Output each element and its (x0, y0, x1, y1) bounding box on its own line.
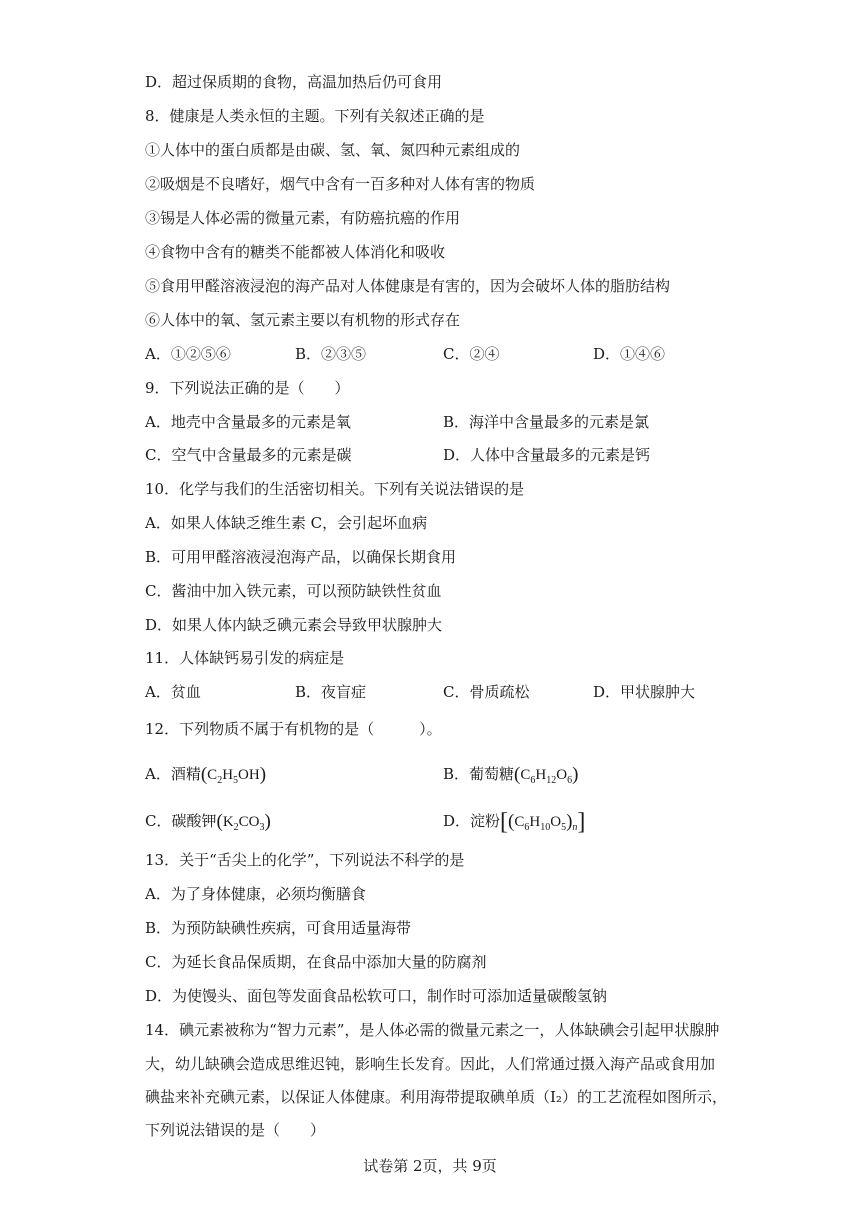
q9-option-c: C．空气中含量最多的元素是碳 (145, 446, 352, 464)
page-footer: 试卷第 2页，共 9页 (363, 1157, 497, 1175)
q8-option-c: C．②④ (443, 345, 500, 363)
q10-option-b: B．可用甲醛溶液浸泡海产品，以确保长期食用 (145, 548, 457, 566)
q12-option-d (443, 809, 586, 835)
q8-option-b: B．②③⑤ (295, 345, 367, 363)
q8-option-d: D．①④⑥ (593, 345, 666, 363)
q10-stem: 10．化学与我们的生活密切相关。下列有关说法错误的是 (145, 480, 525, 498)
q14-line-4: 下列说法错误的是（ ） (145, 1121, 326, 1139)
q12-option-b-label: B．葡萄糖 (443, 765, 515, 783)
q12-option-a-formula: $(C_2H_5OH)$ (200, 764, 267, 786)
q12-option-c-formula: $(K_2CO_3)$ (216, 811, 271, 833)
q10-option-c: C．酱油中加入铁元素，可以预防缺铁性贫血 (145, 582, 442, 600)
q13-option-c: C．为延长食品保质期，在食品中添加大量的防腐剂 (145, 953, 487, 971)
q7-option-d: D．超过保质期的食物，高温加热后仍可食用 (145, 73, 443, 91)
q11-option-a: A．贫血 (145, 683, 201, 701)
q12-option-d-label: D．淀粉 (443, 812, 501, 830)
q8-stem: 8．健康是人类永恒的主题。下列有关叙述正确的是 (145, 107, 485, 125)
q12-option-a (145, 764, 266, 785)
q10-option-d: D．如果人体内缺乏碘元素会导致甲状腺肿大 (145, 616, 443, 634)
q10-option-a: A．如果人体缺乏维生素 C，会引起坏血病 (145, 514, 428, 532)
q12-option-a-label: A．酒精 (145, 765, 201, 783)
q12-option-b-formula: $(C_6H_{12}O_6)$ (514, 764, 579, 786)
q8-statement-6: ⑥人体中的氧、氢元素主要以有机物的形式存在 (145, 311, 461, 329)
q9-option-b: B．海洋中含量最多的元素是氯 (443, 413, 650, 431)
q9-option-a: A．地壳中含量最多的元素是氧 (145, 413, 351, 431)
q13-option-a: A．为了身体健康，必须均衡膳食 (145, 885, 366, 903)
q12-option-b (443, 764, 578, 785)
q8-statement-1: ①人体中的蛋白质都是由碳、氢、氧、氮四种元素组成的 (145, 141, 521, 159)
q11-stem: 11．人体缺钙易引发的病症是 (145, 649, 345, 667)
q8-statement-5: ⑤食用甲醛溶液浸泡的海产品对人体健康是有害的，因为会破坏人体的脂肪结构 (145, 277, 671, 295)
q14-line-2: 大，幼儿缺碘会造成思维迟钝，影响生长发育。因此，人们常通过摄入海产品或食用加 (145, 1055, 716, 1073)
q9-option-d: D．人体中含量最多的元素是钙 (443, 446, 651, 464)
q9-stem: 9．下列说法正确的是（ ） (145, 379, 350, 397)
q11-option-c: C．骨质疏松 (443, 683, 530, 701)
q12-option-c (145, 811, 271, 832)
q8-statement-3: ③锡是人体必需的微量元素，有防癌抗癌的作用 (145, 209, 461, 227)
q8-statement-4: ④食物中含有的糖类不能都被人体消化和吸收 (145, 243, 446, 261)
q12-stem: 12．下列物质不属于有机物的是（ ）。 (145, 720, 442, 738)
q8-option-a: A．①②⑤⑥ (145, 345, 231, 363)
q13-option-b: B．为预防缺碘性疾病，可食用适量海带 (145, 919, 412, 937)
q11-option-b: B．夜盲症 (295, 683, 367, 701)
q8-statement-2: ②吸烟是不良嗜好，烟气中含有一百多种对人体有害的物质 (145, 175, 536, 193)
q13-stem: 13．关于“舌尖上的化学”，下列说法不科学的是 (145, 851, 465, 869)
q13-option-d: D．为使馒头、面包等发面食品松软可口，制作时可添加适量碳酸氢钠 (145, 987, 608, 1005)
q14-line-1: 14．碘元素被称为“智力元素”，是人体必需的微量元素之一，人体缺碘会引起甲状腺肿 (145, 1021, 720, 1039)
q11-option-d: D．甲状腺肿大 (593, 683, 696, 701)
q14-line-3: 碘盐来补充碘元素，以保证人体健康。利用海带提取碘单质（I₂）的工艺流程如图所示， (145, 1088, 727, 1106)
q12-option-d-formula: $[(C_6H_{10}O_5)_n]$ (500, 809, 586, 835)
q12-option-c-label: C．碳酸钾 (145, 812, 217, 830)
